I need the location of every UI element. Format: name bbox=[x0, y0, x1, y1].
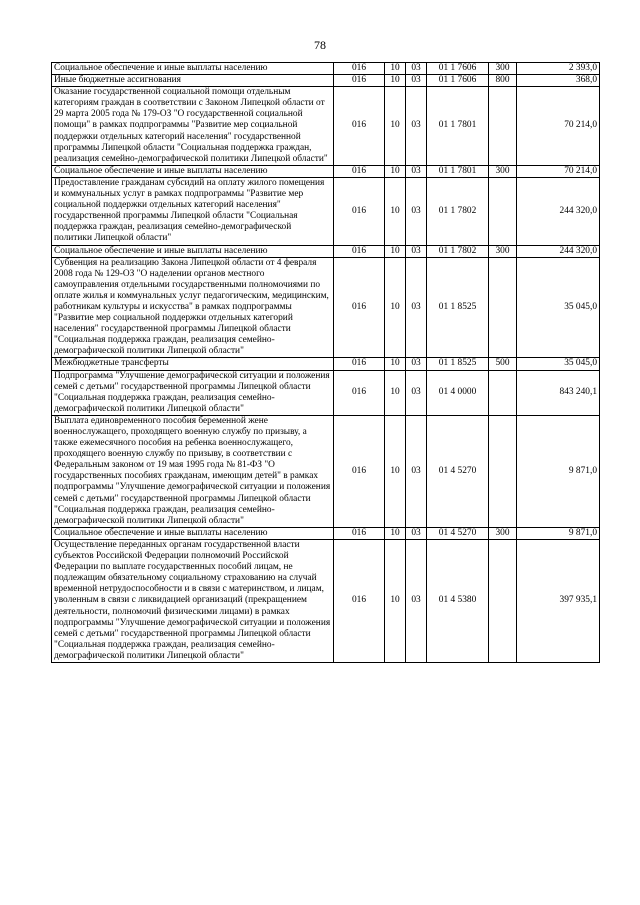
target-article-code: 01 1 8525 bbox=[427, 358, 489, 370]
table-row bbox=[52, 370, 600, 415]
section-code: 10 bbox=[385, 539, 406, 662]
target-article-code: 01 1 7802 bbox=[427, 177, 489, 245]
target-article-code: 01 4 5270 bbox=[427, 415, 489, 527]
page-number: 78 bbox=[314, 38, 326, 52]
table-row bbox=[52, 539, 600, 662]
ministry-code: 016 bbox=[334, 257, 385, 358]
row-name: Оказание государственной социальной помощи отдельным категориям граждан в соответствии с Законом Липецкой области от 29 марта 2005 года № 179-ОЗ "О государственной социальной помощи" в рамках подпрограммы "Развитие мер социальной поддержки отдельных категорий населения" государственной программы Липецкой области "Социальная поддержка граждан, реализация семейно-демографической политики Липецкой области" bbox=[52, 87, 334, 166]
expense-type-code: 800 bbox=[489, 75, 517, 87]
subsection-code: 03 bbox=[406, 358, 427, 370]
target-article-code: 01 4 0000 bbox=[427, 370, 489, 415]
table-row bbox=[52, 527, 600, 539]
row-name: Выплата единовременного пособия беременной жене военнослужащего, проходящего военную службу по призыву, а также ежемесячного пособия на ребенка военнослужащего, проходящего военную службу по призыву, в соответствии с Федеральным законом от 19 мая 1995 года № 81-ФЗ "О государственных пособиях гражданам, имеющим детей" в рамках подпрограммы "Улучшение демографической ситуации и положения семей с детьми" государственной программы Липецкой области "Социальная поддержка граждан, реализация семейно-демографической политики Липецкой области" bbox=[52, 415, 334, 527]
section-code: 10 bbox=[385, 370, 406, 415]
subsection-code: 03 bbox=[406, 177, 427, 245]
expense-type-code bbox=[489, 87, 517, 166]
ministry-code: 016 bbox=[334, 177, 385, 245]
expense-type-code bbox=[489, 257, 517, 358]
expense-type-code bbox=[489, 177, 517, 245]
subsection-code: 03 bbox=[406, 75, 427, 87]
ministry-code: 016 bbox=[334, 539, 385, 662]
target-article-code: 01 1 7802 bbox=[427, 245, 489, 257]
expense-type-code: 300 bbox=[489, 165, 517, 177]
expense-type-code bbox=[489, 415, 517, 527]
amount: 35 045,0 bbox=[517, 257, 600, 358]
section-code: 10 bbox=[385, 177, 406, 245]
section-code: 10 bbox=[385, 358, 406, 370]
target-article-code: 01 1 7606 bbox=[427, 63, 489, 75]
table-row bbox=[52, 415, 600, 527]
row-name: Социальное обеспечение и иные выплаты населению bbox=[52, 245, 334, 257]
ministry-code: 016 bbox=[334, 415, 385, 527]
row-name: Социальное обеспечение и иные выплаты населению bbox=[52, 527, 334, 539]
table-row bbox=[52, 245, 600, 257]
amount: 368,0 bbox=[517, 75, 600, 87]
amount: 70 214,0 bbox=[517, 87, 600, 166]
row-name: Осуществление переданных органам государственной власти субъектов Российской Федерации полномочий Российской Федерации по выплате государственных пособий лицам, не подлежащим обязательному социальному страхованию на случай временной нетрудоспособности и в связи с материнством, и лицам, уволенным в связи с ликвидацией организаций (прекращением деятельности, полномочий физическими лицами) в рамках подпрограммы "Улучшение демографической ситуации и положения семей с детьми" государственной программы Липецкой области "Социальная поддержка граждан, реализация семейно-демографической политики Липецкой области" bbox=[52, 539, 334, 662]
section-code: 10 bbox=[385, 75, 406, 87]
row-name: Субвенция на реализацию Закона Липецкой области от 4 февраля 2008 года № 129-ОЗ "О наделении органов местного самоуправления отдельными государственными полномочиями по оплате жилья и коммунальных услуг педагогическим, медицинским, работникам культуры и искусства" в рамках подпрограммы "Развитие мер социальной поддержки отдельных категорий населения" государственной программы Липецкой области "Социальная поддержка граждан, реализация семейно-демографической политики Липецкой области" bbox=[52, 257, 334, 358]
expense-type-code: 500 bbox=[489, 358, 517, 370]
target-article-code: 01 4 5380 bbox=[427, 539, 489, 662]
row-name: Межбюджетные трансферты bbox=[52, 358, 334, 370]
amount: 843 240,1 bbox=[517, 370, 600, 415]
expense-type-code bbox=[489, 370, 517, 415]
subsection-code: 03 bbox=[406, 415, 427, 527]
target-article-code: 01 1 7606 bbox=[427, 75, 489, 87]
section-code: 10 bbox=[385, 415, 406, 527]
section-code: 10 bbox=[385, 63, 406, 75]
subsection-code: 03 bbox=[406, 539, 427, 662]
target-article-code: 01 1 7801 bbox=[427, 87, 489, 166]
row-name: Социальное обеспечение и иные выплаты населению bbox=[52, 63, 334, 75]
ministry-code: 016 bbox=[334, 245, 385, 257]
expense-type-code: 300 bbox=[489, 527, 517, 539]
section-code: 10 bbox=[385, 245, 406, 257]
subsection-code: 03 bbox=[406, 527, 427, 539]
subsection-code: 03 bbox=[406, 63, 427, 75]
amount: 9 871,0 bbox=[517, 527, 600, 539]
section-code: 10 bbox=[385, 527, 406, 539]
ministry-code: 016 bbox=[334, 165, 385, 177]
expense-type-code: 300 bbox=[489, 245, 517, 257]
amount: 9 871,0 bbox=[517, 415, 600, 527]
target-article-code: 01 1 8525 bbox=[427, 257, 489, 358]
amount: 35 045,0 bbox=[517, 358, 600, 370]
amount: 244 320,0 bbox=[517, 177, 600, 245]
amount: 2 393,0 bbox=[517, 63, 600, 75]
target-article-code: 01 4 5270 bbox=[427, 527, 489, 539]
amount: 244 320,0 bbox=[517, 245, 600, 257]
ministry-code: 016 bbox=[334, 527, 385, 539]
section-code: 10 bbox=[385, 257, 406, 358]
subsection-code: 03 bbox=[406, 165, 427, 177]
ministry-code: 016 bbox=[334, 63, 385, 75]
row-name: Предоставление гражданам субсидий на оплату жилого помещения и коммунальных услуг в рамках подпрограммы "Развитие мер социальной поддержки отдельных категорий населения" государственной программы Липецкой области "Социальная поддержка граждан, реализация семейно-демографической политики Липецкой области" bbox=[52, 177, 334, 245]
target-article-code: 01 1 7801 bbox=[427, 165, 489, 177]
budget-table bbox=[51, 62, 600, 663]
expense-type-code bbox=[489, 539, 517, 662]
ministry-code: 016 bbox=[334, 87, 385, 166]
section-code: 10 bbox=[385, 87, 406, 166]
table-row bbox=[52, 177, 600, 245]
table-row bbox=[52, 87, 600, 166]
subsection-code: 03 bbox=[406, 87, 427, 166]
row-name: Социальное обеспечение и иные выплаты населению bbox=[52, 165, 334, 177]
row-name: Подпрограмма "Улучшение демографической ситуации и положения семей с детьми" государственной программы Липецкой области "Социальная поддержка граждан, реализация семейно-демографической политики Липецкой области" bbox=[52, 370, 334, 415]
section-code: 10 bbox=[385, 165, 406, 177]
table-row bbox=[52, 257, 600, 358]
ministry-code: 016 bbox=[334, 358, 385, 370]
expense-type-code: 300 bbox=[489, 63, 517, 75]
subsection-code: 03 bbox=[406, 370, 427, 415]
ministry-code: 016 bbox=[334, 370, 385, 415]
ministry-code: 016 bbox=[334, 75, 385, 87]
row-name: Иные бюджетные ассигнования bbox=[52, 75, 334, 87]
table-row bbox=[52, 358, 600, 370]
subsection-code: 03 bbox=[406, 257, 427, 358]
table-row bbox=[52, 165, 600, 177]
amount: 397 935,1 bbox=[517, 539, 600, 662]
subsection-code: 03 bbox=[406, 245, 427, 257]
table-row bbox=[52, 75, 600, 87]
amount: 70 214,0 bbox=[517, 165, 600, 177]
table-row bbox=[52, 63, 600, 75]
